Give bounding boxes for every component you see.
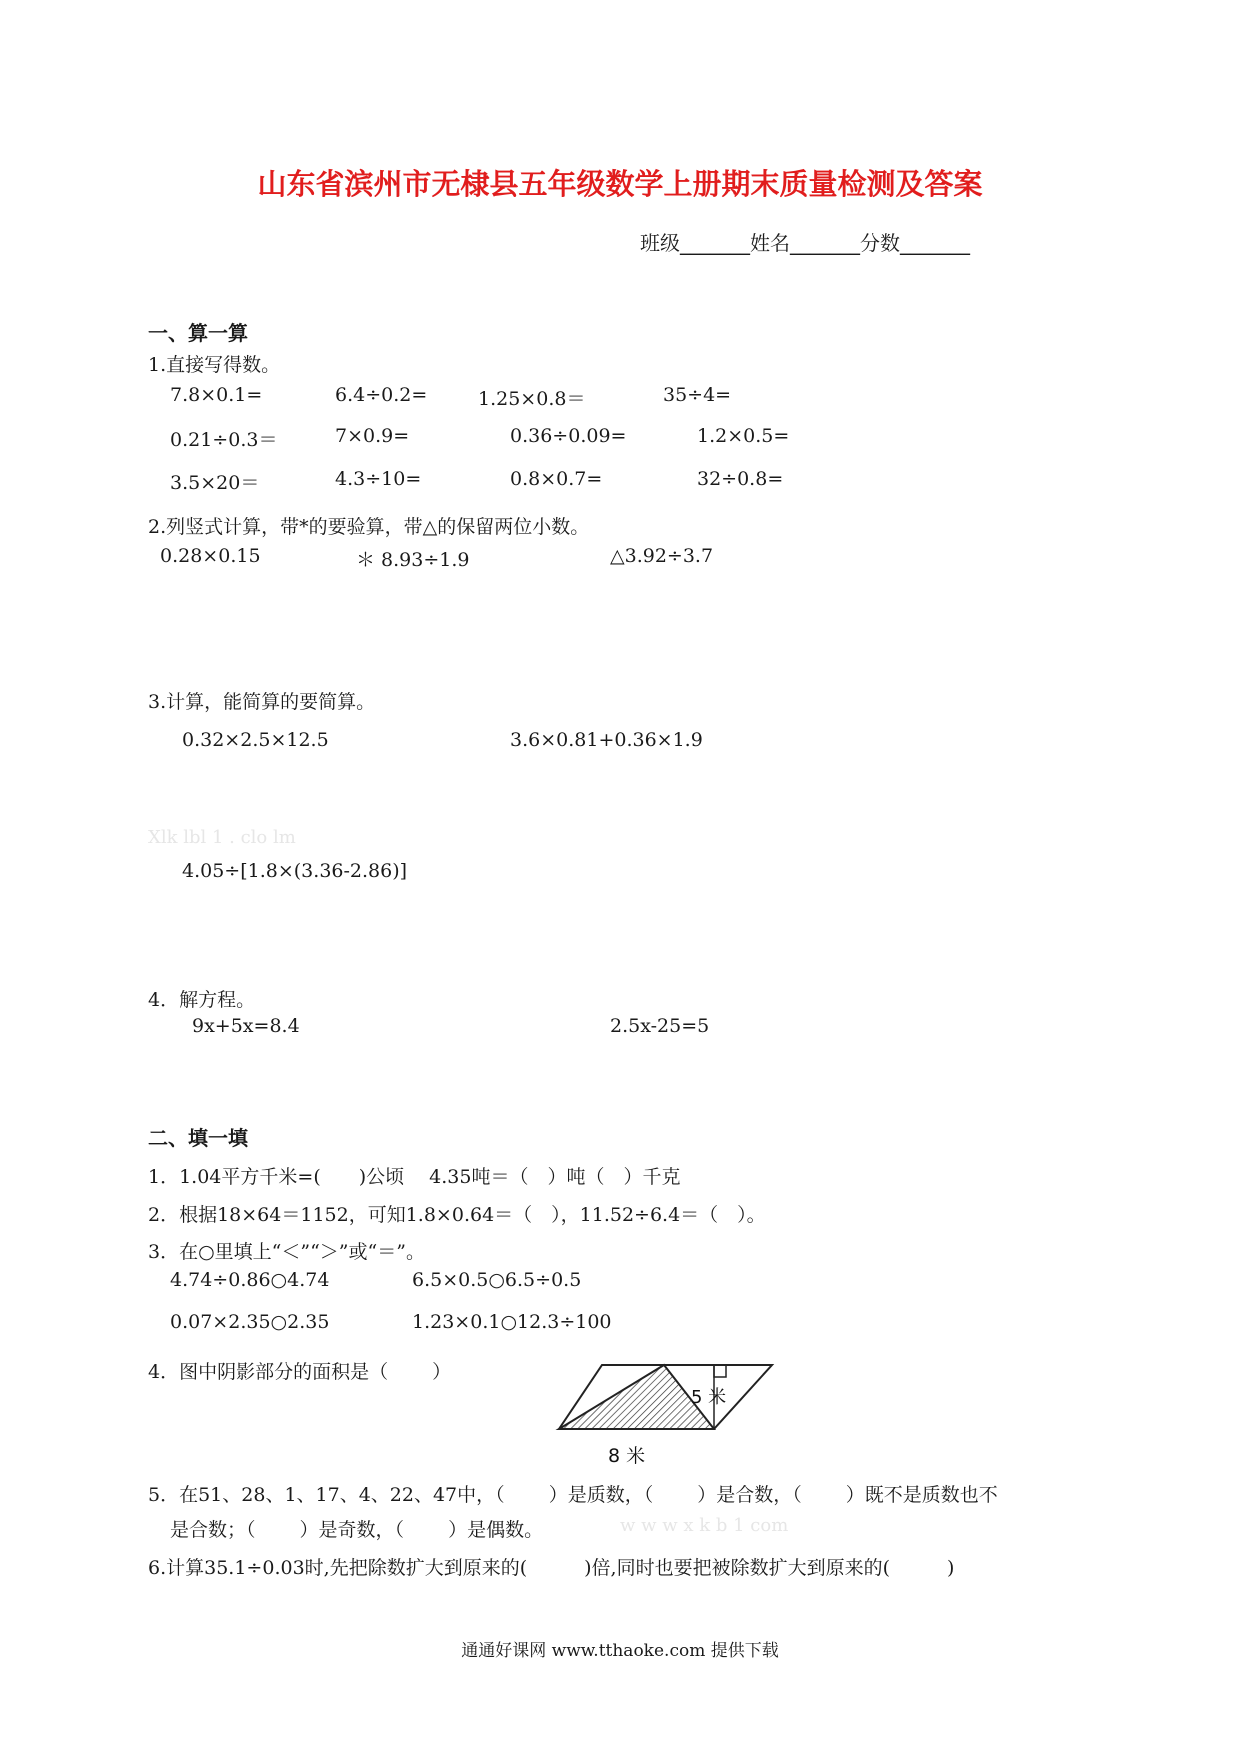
watermark-text: w w w x k b 1 com [620, 1515, 789, 1536]
s1-q1-item: 3.5×20＝ [170, 472, 260, 494]
s2-q5-line2: 是合数；（ ）是奇数，（ ）是偶数。 [170, 1519, 544, 1541]
s1-q3-item: 3.6×0.81+0.36×1.9 [510, 729, 703, 751]
s1-q3-item: 4.05÷[1.8×(3.36-2.86)] [182, 860, 408, 882]
student-info-line: 班级_______姓名_______分数_______ [640, 231, 970, 255]
s1-q2-item: ＊ 8.93÷1.9 [356, 549, 470, 571]
s1-q1-item: 7×0.9= [335, 425, 410, 447]
s1-q3-title: 3.计算，能简算的要简算。 [148, 691, 376, 713]
base-label: 8 米 [608, 1445, 646, 1467]
s1-q1-item: 7.8×0.1= [170, 384, 263, 406]
s2-q3-item: 0.07×2.35○2.35 [170, 1311, 330, 1333]
s2-q2: 2．根据18×64＝1152，可知1.8×0.64＝（ ），11.52÷6.4＝（ ）。 [148, 1204, 766, 1226]
parallelogram-figure [540, 1360, 790, 1475]
s2-q3-item: 6.5×0.5○6.5÷0.5 [412, 1269, 582, 1291]
s1-q1-item: 1.2×0.5= [697, 425, 790, 447]
s1-q2-item: 0.28×0.15 [160, 545, 261, 567]
s1-q4-title: 4．解方程。 [148, 989, 256, 1011]
s2-q3-title: 3．在○里填上“＜”“＞”或“＝”。 [148, 1241, 425, 1263]
s1-q4-item: 9x+5x=8.4 [192, 1015, 300, 1037]
s1-q1-item: 32÷0.8= [697, 468, 784, 490]
right-angle-mark [714, 1365, 726, 1377]
s1-q1-item: 0.21÷0.3＝ [170, 429, 278, 451]
s1-q1-item: 35÷4= [663, 384, 732, 406]
s1-q1-item: 0.8×0.7= [510, 468, 603, 490]
s2-q5-line1: 5．在51、28、1、17、4、22、47中，（ ）是质数，（ ）是合数，（ ）既不是质数也不 [148, 1484, 998, 1506]
s1-q2-title: 2.列竖式计算，带*的要验算，带△的保留两位小数。 [148, 516, 590, 538]
s2-q6: 6.计算35.1÷0.03时,先把除数扩大到原来的( )倍,同时也要把被除数扩大到原来的( ) [148, 1557, 955, 1579]
s2-q1: 1．1.04平方千米=( )公顷 4.35吨＝（ ）吨（ ）千克 [148, 1166, 681, 1188]
s1-q1-item: 1.25×0.8＝ [478, 388, 586, 410]
s1-q1-title: 1.直接写得数。 [148, 354, 281, 376]
s1-q4-item: 2.5x-25=5 [610, 1015, 710, 1037]
s1-q1-item: 6.4÷0.2= [335, 384, 428, 406]
s2-q3-item: 1.23×0.1○12.3÷100 [412, 1311, 612, 1333]
s1-q1-item: 4.3÷10= [335, 468, 422, 490]
watermark-text: Xlk lbl 1 . clo lm [148, 827, 296, 848]
section-1-heading: 一、算一算 [148, 321, 248, 345]
page-footer: 通通好课网 www.tthaoke.com 提供下载 [461, 1641, 779, 1661]
s1-q1-item: 0.36÷0.09= [510, 425, 627, 447]
height-label: 5 米 [691, 1387, 727, 1408]
s2-q4-title: 4．图中阴影部分的面积是（ ） [148, 1361, 452, 1383]
s1-q2-item: △3.92÷3.7 [610, 545, 714, 567]
page-title: 山东省滨州市无棣县五年级数学上册期末质量检测及答案 [257, 167, 983, 201]
s2-q3-item: 4.74÷0.86○4.74 [170, 1269, 330, 1291]
s1-q3-item: 0.32×2.5×12.5 [182, 729, 329, 751]
section-2-heading: 二、填一填 [148, 1126, 248, 1150]
